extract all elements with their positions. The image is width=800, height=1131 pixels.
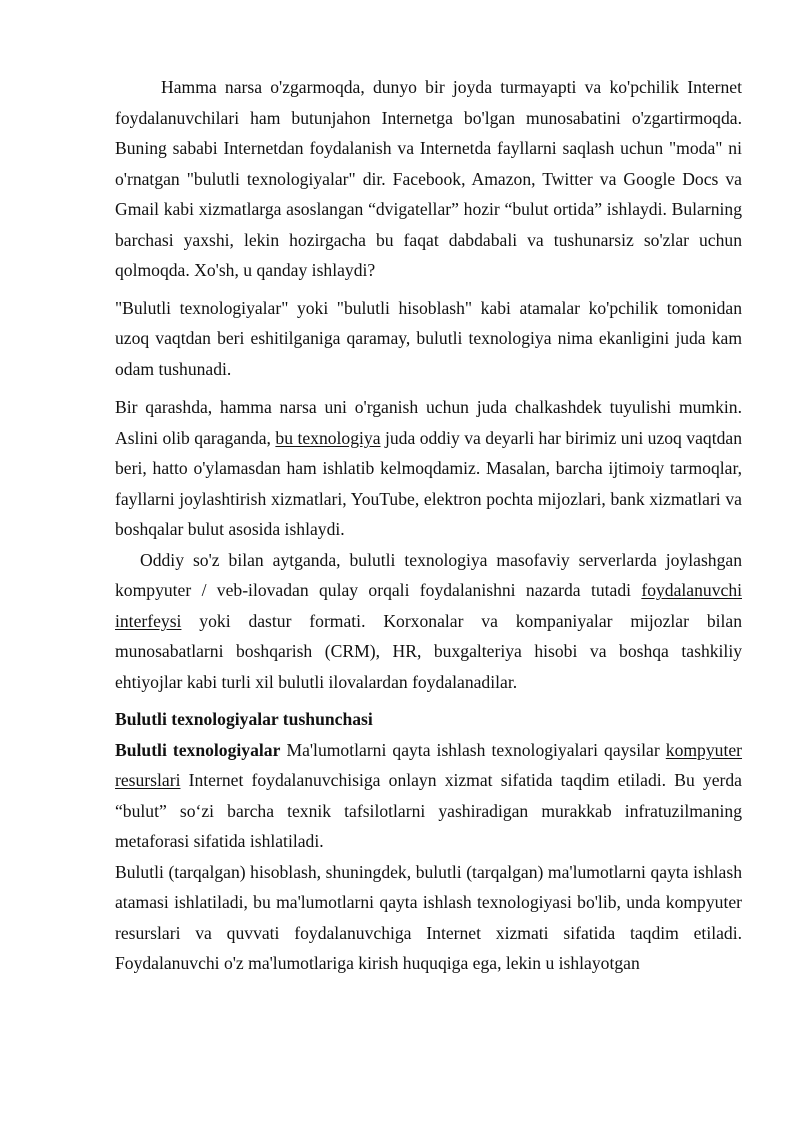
paragraph-distributed bbox=[115, 857, 742, 979]
paragraph-simple-words-text-end: yoki dastur formati. Korxonalar va kompaniyalar mijozlar bilan munosabatlarni boshqarish (CRM), HR, buxgalteriya hisobi va boshqa tashkiliy ehtiyojlar kabi turli xil bulutli ilovalardan foydalanadilar. bbox=[115, 610, 742, 692]
link-foydalanuvchi-interfeysi[interactable]: foydalanuvchi interfeysi bbox=[115, 580, 742, 631]
definition-term: Bulutli texnologiyalar bbox=[115, 739, 281, 760]
paragraph-definition bbox=[115, 735, 742, 857]
link-kompyuter-resurslari[interactable]: kompyuter resurslari bbox=[115, 739, 743, 790]
paragraph-simple-words-text-start: Oddiy so'z bilan aytganda, bulutli texnologiya masofaviy serverlarda joylashgan kompyuter / veb-ilovadan qulay orqali foydalanishni nazarda tutadi bbox=[115, 549, 742, 600]
paragraph-definition-text-end: Internet foydalanuvchisiga onlayn xizmat sifatida taqdim etiladi. Bu yerda “bulut” so‘zi barcha texnik tafsilotlarni yashiradigan murakkab infratuzilmaning metaforasi sifatida ishlatiladi. bbox=[115, 770, 742, 851]
paragraph-intro-text: Hamma narsa o'zgarmoqda, dunyo bir joyda turmayapti va ko'pchilik Internet foydalanuvchilari ham butunjahon Internetga bo'lgan munosabatini o'zgartirmoqda. Buning sababi Internetdan foydalanish va Internetda fayllarni saqlash uchun "moda" ni o'rnatgan "bulutli texnologiyalar" dir. Facebook, Amazon, Twitter va Google Docs va Gmail kabi xizmatlarga asoslangan “dvigatellar” hozir “bulut ortida” ishlaydi. Bularning barchasi yaxshi, lekin hozirgacha bu faqat dabdabali va tushunarsiz so'zlar uchun qolmoqda. Xo'sh, u qanday ishlaydi? bbox=[115, 77, 742, 280]
paragraph-complexity bbox=[115, 392, 742, 545]
paragraph-simple-words bbox=[115, 545, 742, 698]
paragraph-definition-text-mid: Ma'lumotlarni qayta ishlash texnologiyalari qaysilar bbox=[280, 739, 666, 760]
paragraph-complexity-text-start: Bir qarashda, hamma narsa uni o'rganish uchun juda chalkashdek tuyulishi mumkin. Aslini olib qaraganda, bbox=[115, 397, 742, 448]
paragraph-terms bbox=[115, 293, 742, 385]
paragraph-terms-text: "Bulutli texnologiyalar" yoki "bulutli hisoblash" kabi atamalar ko'pchilik tomonidan uzoq vaqtdan beri eshitilganiga qaramay, bulutli texnologiya nima ekanligini juda kam odam tushunadi. bbox=[115, 297, 742, 379]
paragraph-complexity-text-end: juda oddiy va deyarli har birimiz uni uzoq vaqtdan beri, hatto o'ylamasdan ham ishlatib kelmoqdamiz. Masalan, barcha ijtimoiy tarmoqlar, fayllarni joylashtirish xizmatlari, YouTube, elektron pochta mijozlari, bank xizmatlari va boshqalar bulut asosida ishlaydi. bbox=[115, 427, 742, 539]
section-heading-text: Bulutli texnologiyalar tushunchasi bbox=[115, 709, 373, 729]
link-bu-texnologiya[interactable]: bu texnologiya bbox=[275, 427, 381, 448]
section-heading bbox=[115, 704, 742, 735]
paragraph-intro bbox=[115, 72, 742, 286]
paragraph-distributed-text: Bulutli (tarqalgan) hisoblash, shuningdek, bulutli (tarqalgan) ma'lumotlarni qayta ishlash atamasi ishlatiladi, bu ma'lumotlarni qayta ishlash texnologiyasi bo'lib, unda kompyuter resurslari va quvvati foydalanuvchiga Internet xizmati sifatida taqdim etiladi. Foydalanuvchi o'z ma'lumotlariga kirish huquqiga ega, lekin u ishlayotgan bbox=[115, 861, 742, 973]
